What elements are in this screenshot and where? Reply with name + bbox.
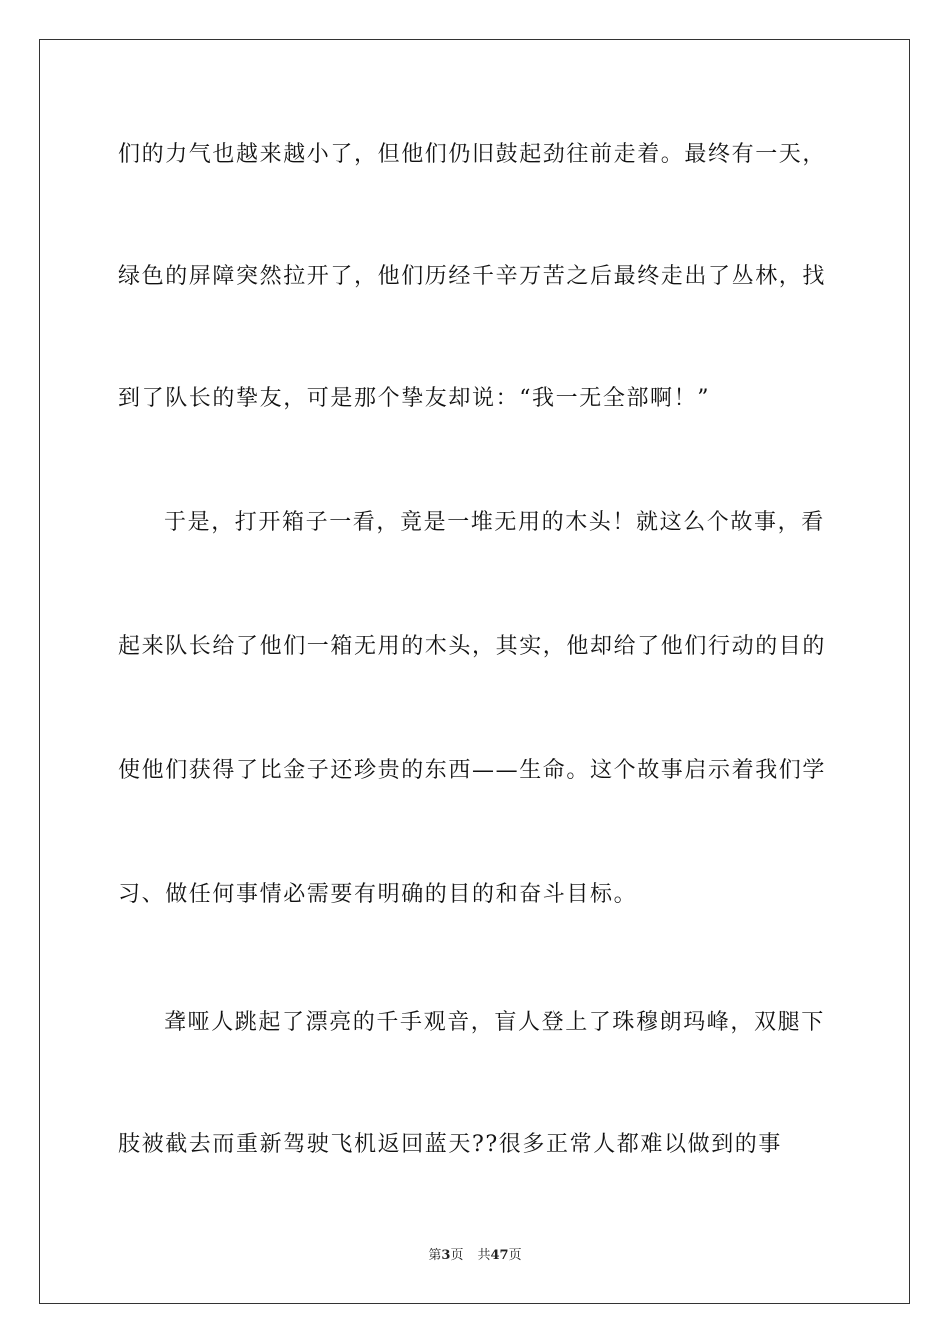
page-suffix: 页 [450, 1248, 464, 1263]
body-line-2: 绿色的屏障突然拉开了，他们历经千辛万苦之后最终走出了丛林，找 [118, 264, 827, 289]
body-line-1: 们的力气也越来越小了，但他们仍旧鼓起劲往前走着。最终有一天， [118, 142, 827, 167]
total-pages: 47 [490, 1248, 509, 1263]
body-line-9: 肢被截去而重新驾驶飞机返回蓝天??很多正常人都难以做到的事 [118, 1132, 782, 1157]
total-suffix: 页 [508, 1248, 522, 1263]
page-footer [0, 1247, 950, 1265]
page-number: 3 [441, 1248, 451, 1263]
body-line-7: 习、做任何事情必需要有明确的目的和奋斗目标。 [118, 882, 638, 907]
body-line-3: 到了队长的挚友，可是那个挚友却说：“我一无全部啊！” [118, 386, 711, 411]
body-line-5: 起来队长给了他们一箱无用的木头，其实，他却给了他们行动的目的 [118, 634, 827, 659]
body-line-6: 使他们获得了比金子还珍贵的东西——生命。这个故事启示着我们学 [118, 758, 827, 783]
body-line-8: 聋哑人跳起了漂亮的千手观音，盲人登上了珠穆朗玛峰，双腿下 [164, 1010, 825, 1035]
total-prefix: 共 [477, 1248, 491, 1263]
page-frame [39, 39, 910, 1304]
body-line-4: 于是，打开箱子一看，竟是一堆无用的木头！就这么个故事，看 [164, 510, 825, 535]
page-prefix: 第 [428, 1248, 442, 1263]
